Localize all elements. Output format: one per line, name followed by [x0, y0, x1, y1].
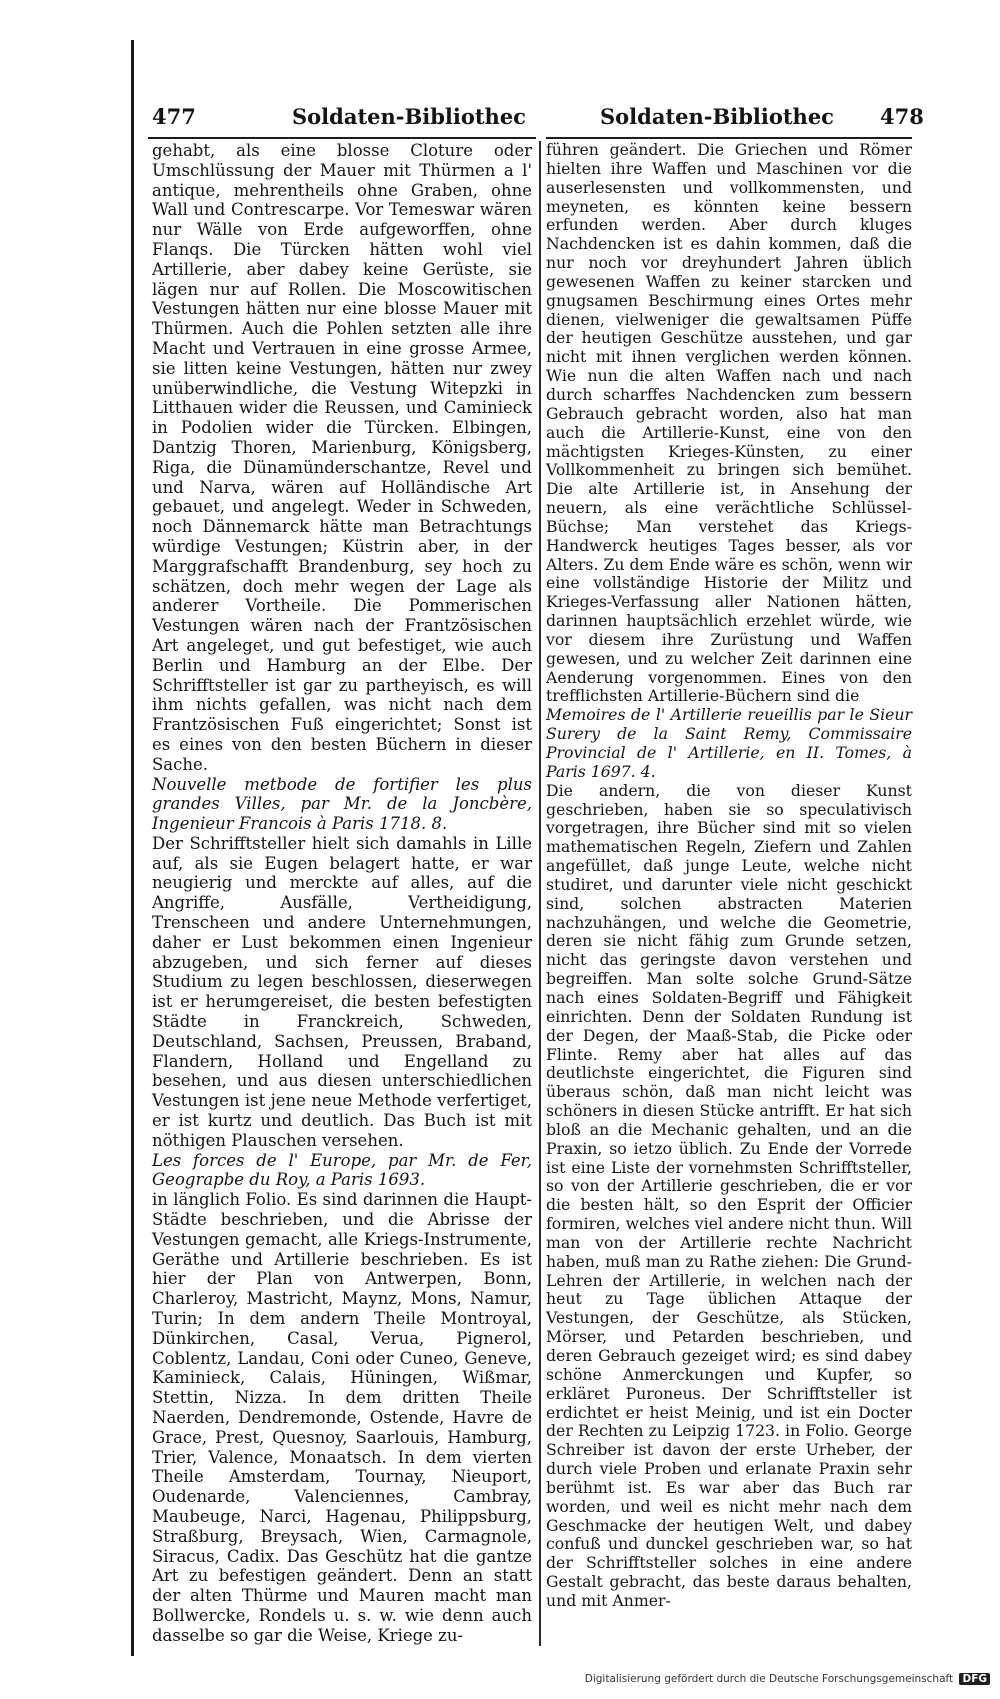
right-book-title-1: Memoires de l' Artillerie reueillis par le Sieur Surery de la Saint Remy, Commissaire Provincial de l' Artillerie, en II. Tomes, à Paris 1697. 4.	[546, 705, 912, 781]
left-paragraph-2: Der Schrifftsteller hielt sich damahls in Lille auf, als sie Eugen belagert hatte, er war neugierig und merckte auf alles, auf die Angriffe, Ausfälle, Vertheidigung, Trenscheen und andere Unternehmungen, daher er Lust bekommen einen Ingenieur abzugeben, und sich ferner auf dieses Studium zu legen beschlossen, dieserwegen ist er herumgereiset, die besten befestigten Städte in Franckreich, Schweden, Deutschland, Sachsen, Preussen, Braband, Flandern, Holland und Engelland zu besehen, und aus diesen unterschiedlichen Vestungen ist jene neue Methode verfertiget, er ist kurtz und deutlich. Das Buch ist mit nöthigen Plauschen versehen.	[152, 833, 532, 1150]
left-book-title-1: Nouvelle metbode de fortifier les plus grandes Villes, par Mr. de la Joncbère, Ingenieur Francois à Paris 1718. 8.	[152, 774, 532, 834]
right-header-rule	[546, 137, 912, 139]
left-page-number: 477	[152, 104, 196, 129]
left-paragraph-3: in länglich Folio. Es sind darinnen die Haupt-Städte beschrieben, und die Abrisse der Vestungen gemacht, alle Kriegs-Instrumente, Geräthe und Artillerie beschrieben. Es ist hier der Plan von Antwerpen, Bonn, Charleroy, Mastricht, Maynz, Mons, Namur, Turin; In dem andern Theile Montroyal, Dünkirchen, Casal, Verua, Pignerol, Coblentz, Landau, Coni oder Cuneo, Geneve, Kaminieck, Calais, Hüningen, Wißmar, Stettin, Nizza. In dem dritten Theile Naerden, Dendremonde, Ostende, Havre de Grace, Prest, Quesnoy, Saarlouis, Hamburg, Trier, Valence, Monaatsch. In dem vierten Theile Amsterdam, Tournay, Nieuport, Oudenarde, Valenciennes, Cambray, Maubeuge, Narci, Hagenau, Philippsburg, Straßburg, Breysach, Wien, Carmagnole, Siracus, Cadix. Das Geschütz hat die gantze Art zu befestigen geändert. Denn an statt der alten Thürme und Mauren macht man Bollwercke, Rondels u. s. w. wie denn auch dasselbe so gar die Weise, Kriege zu-	[152, 1190, 532, 1645]
left-book-title-2: Les forces de l' Europe, par Mr. de Fer, Geograpbe du Roy, a Paris 1693.	[152, 1150, 532, 1190]
right-running-title: Soldaten-Bibliothec	[600, 104, 834, 129]
right-paragraph-1: führen geändert. Die Griechen und Römer hielten ihre Waffen und Maschinen vor die auserlesensten und vollkommensten, und meyneten, es könnten keine bessern erfunden werden. Aber durch kluges Nachdencken ist es dahin kommen, daß die nur noch vor dreyhundert Jahren üblich gewesenen Waffen zu keiner starcken und gnugsamen Beschirmung eines Ortes mehr dienen, vielweniger die gewaltsamen Püffe der heutigen Geschütze ausstehen, und gar nicht mit ihnen verglichen werden können. Wie nun die alten Waffen nach und nach durch scharffes Nachdencken zum bessern Gebrauch gebracht worden, also hat man auch die Artillerie-Kunst, eine von den mächtigsten Krieges-Künsten, zu einer Vollkommenheit zu bringen sich bemühet. Die alte Artillerie ist, in Ansehung der neuern, als eine verächtliche Schlüssel-Büchse; Man verstehet das Kriegs-Handwerck heutiges Tages besser, als vor Alters. Zu dem Ende wäre es schön, wenn wir eine vollständige Historie der Militz und Krieges-Verfassung aller Nationen hätten, darinnen hauptsächlich erzehlet würde, wie vor diesem ihre Zurüstung und Waffen gewesen, und zu welcher Zeit darinnen eine Aenderung vorgenommen. Eines von den trefflichsten Artillerie-Büchern sind die	[546, 140, 912, 706]
binding-rule	[131, 40, 134, 1656]
credit-text: Digitalisierung gefördert durch die Deutsche Forschungsgemeinschaft	[584, 1673, 954, 1685]
right-text-column	[546, 141, 912, 1646]
right-page-number: 478	[880, 104, 924, 129]
left-running-title: Soldaten-Bibliothec	[292, 104, 526, 129]
left-paragraph-1: gehabt, als eine blosse Cloture oder Umschlüssung der Mauer mit Thürmen a l' antique, mehrentheils ohne Graben, ohne Wall und Contrescarpe. Vor Temeswar wären nur Wälle von Erde aufgeworffen, ohne Flanqs. Die Türcken hätten wohl viel Artillerie, aber dabey keine Gerüste, sie lägen nur auf Rollen. Die Moscowitischen Vestungen hätten nur eine blosse Mauer mit Thürmen. Auch die Pohlen setzten alle ihre Macht und Vertrauen in eine grosse Armee, sie litten keine Vestungen, hätten nur zwey unüberwindliche, die Vestung Witepzki in Litthauen wider die Reussen, und Caminieck in Podolien wider die Türcken. Elbingen, Dantzig Thoren, Marienburg, Königsberg, Riga, die Dünamünderschantze, Revel und und Narva, wären auf Holländische Art gebauet, und angelegt. Weder in Schweden, noch Dännemarck hätte man Betrachtungs würdige Vestungen; Küstrin aber, in der Marggrafschafft Brandenburg, sey hoch zu schätzen, doch mehr wegen der Lage als anderer Vortheile. Die Pommerischen Vestungen wären nach der Frantzösischen Art angeleget, und gut befestiget, wie auch Berlin und Hamburg an der Elbe. Der Schrifftsteller ist gar zu partheyisch, es will ihm nichts gefallen, was nicht nach dem Frantzösischen Fuß eingerichtet; Sonst ist es eines von den besten Büchern in dieser Sache.	[152, 141, 532, 774]
right-paragraph-2: Die andern, die von dieser Kunst geschrieben, haben sie so speculativisch vorgetragen, ihre Bücher sind mit so vielen mathematischen Regeln, Ziefern und Zahlen angefüllet, daß junge Leute, welche nicht studiret, und darunter viele nicht geschickt sind, solchen abstracten Materien nachzuhängen, und welche die Geometrie, deren sie nicht fähig zum Grunde setzen, nicht das geringste davon verstehen und begreiffen. Man solte solche Grund-Sätze nach eines Soldaten-Begriff und Fähigkeit einrichten. Denn der Soldaten Rundung ist der Degen, der Maaß-Stab, die Picke oder Flinte. Remy aber hat alles auf das deutlichste eingerichtet, die Figuren sind überaus schön, daß man nicht leicht was schöners in diesen Stücke antrifft. Er hat sich bloß an die Mechanic gehalten, und an die Praxin, so ietzo üblich. Zu Ende der Vorrede ist eine Liste der vornehmsten Schrifftsteller, so von der Artillerie geschrieben, die er vor die besten hält, so den Esprit der Officier formiren, welches viel andere nicht thun. Will man von der Artillerie rechte Nachricht haben, muß man zu Rathe ziehen: Die Grund-Lehren der Artillerie, in welchen nach der heut zu Tage üblichen Attaque der Vestungen, der Geschütze, als Stücken, Mörser, und Petarden beschrieben, und deren Gebrauch gezeiget wird; es sind dabey schöne Anmerckungen und Kupfer, so erkläret Puroneus. Der Schrifftsteller ist erdichtet er heist Meinig, und ist ein Docter der Rechten zu Leipzig 1723. in Folio. George Schreiber ist davon der erste Urheber, der durch viele Proben und erlanate Praxin sehr berühmt ist. Es war aber das Buch rar worden, und weil es nicht mehr nach dem Geschmacke der heutigen Welt, und dabey confuß und dunckel geschrieben war, so hat der Schrifftsteller solches in eine andere Gestalt gebracht, das beste daraus behalten, und mit Anmer-	[546, 780, 912, 1610]
left-header-rule	[148, 137, 536, 139]
digitization-credit	[585, 1673, 990, 1685]
column-divider	[539, 141, 541, 1646]
dfg-logo: DFG	[959, 1673, 990, 1685]
left-text-column	[152, 141, 532, 1646]
